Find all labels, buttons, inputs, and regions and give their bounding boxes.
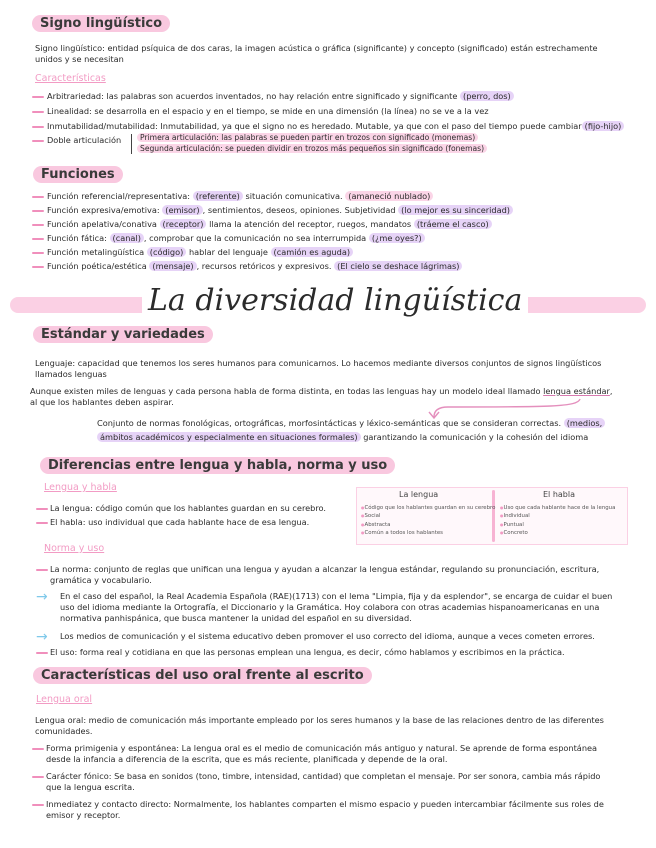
lengua-habla-table [356,487,628,545]
rae-line3: normativa panhispánica, que busca mantener la unidad del español en su diversidad. [60,613,412,623]
conjunto-normas-line1 [97,418,605,429]
bullet-dash [32,126,44,128]
table-cell: ● Abstracta [361,521,495,529]
funcion-apelativa-element: (receptor) [160,219,207,229]
char-linealidad: Linealidad: se desarrolla en el espacio y en el tiempo, se mide en una dimensión (la línea) no se ve a la vez [47,106,489,116]
bullet-dash [32,224,44,226]
funcion-expresiva [47,205,513,216]
bullet-dash [32,776,44,778]
funcion-metalinguistica [47,247,353,258]
funcion-expresiva-example: (lo mejor es su sinceridad) [398,205,513,215]
oral-heading: Características del uso oral frente al escrito [33,667,372,684]
bullet-dash [32,804,44,806]
funcion-fatica-desc: , comprobar que la comunicación no sea interrumpida [143,233,367,243]
bullet-dash [32,210,44,212]
forma-primigenia-line1: Forma primigenia y espontánea: La lengua oral es el medio de comunicación más antiguo y natural. Se aprende de forma espontánea [46,743,598,753]
diferencias-heading: Diferencias entre lengua y habla, norma y uso [40,457,395,474]
funcion-poetica-name: Función poética/estética [47,261,147,271]
lengua-estandar-line1: Aunque existen miles de lenguas y cada persona habla de forma distinta, en todas las lenguas hay un modelo ideal llamado lengua estándar, [30,386,613,396]
estandar-heading: Estándar y variedades [33,326,213,343]
bullet-dash [36,569,48,571]
funcion-fatica-element: (canal) [110,233,144,243]
articulacion-bracket [131,134,132,154]
funciones-heading: Funciones [33,166,123,183]
lenguaje-definition-line1: Lenguaje: capacidad que tenemos los seres humanos para comunicarnos. Lo hacemos mediante diversos conjuntos de signos lingüísticos [35,358,602,368]
lengua-estandar-text: Aunque existen miles de lenguas y cada persona habla de forma distinta, en todas las lenguas hay un modelo ideal llamado [30,386,541,396]
caracter-fonico-line2: que la lengua escrita. [46,782,135,792]
rae-line2: uso del idioma mediante la Ortografía, el Diccionario y la Gramática. Hoy colabora con otras academias hispanoamericanas en una [60,602,600,612]
funcion-referencial [47,191,433,202]
table-cell: ● Concreto [500,529,615,537]
segunda-articulacion [137,144,487,153]
funcion-poetica-example: (El cielo se deshace lágrimas) [334,261,462,271]
rae-line1: En el caso del español, la Real Academia Española (RAE)(1713) con el lema "Limpia, fija y da esplendor", se encarga de cuidar el buen [60,591,613,601]
signo-definition-line1: Signo lingüístico: entidad psíquica de dos caras, la imagen acústica o gráfica (significante) y concepto (significado) están estrechamente [35,43,598,53]
conjunto-normas-line2 [97,432,588,443]
table-cell: ● Código que los hablantes guardan en su cerebro [361,504,495,512]
char-mutabilidad [47,121,624,132]
table-cell: ● Común a todos los hablantes [361,529,495,537]
table-cell: ● Uso que cada hablante hace de la lengua [500,504,615,512]
char-arbitrariedad-example: (perro, dos) [460,91,514,101]
bullet-dash [32,748,44,750]
inmediatez-line2: emisor y receptor. [46,810,121,820]
lengua-definition: La lengua: código común que los hablantes guardan en su cerebro. [50,503,327,513]
signo-definition-line2: unidos y se necesitan [35,54,124,64]
bullet-dash [32,238,44,240]
funcion-apelativa-example: (tráeme el casco) [414,219,492,229]
uso-definition: El uso: forma real y cotidiana en que las personas emplean una lengua, es decir, cómo hablamos y escribimos en la práctica. [50,647,565,657]
funcion-referencial-example: (amaneció nublado) [345,191,433,201]
primera-articulacion [137,133,478,142]
funcion-expresiva-name: Función expresiva/emotiva: [47,205,160,215]
funcion-apelativa [47,219,492,230]
norma-uso-subheading: Norma y uso [44,543,105,554]
bullet-dash [32,266,44,268]
funcion-poetica-element: (mensaje) [149,261,196,271]
caracteristicas-subheading: Características [35,73,106,84]
funcion-referencial-name: Función referencial/representativa: [47,191,191,201]
bullet-dash [36,508,48,510]
funcion-expresiva-element: (emisor) [162,205,202,215]
funcion-referencial-element: (referente) [193,191,243,201]
segunda-articulacion-text: Segunda articulación: se pueden dividir en trozos más pequeños sin significado (fonemas) [137,144,487,153]
conjunto-normas-context: (medios, [564,418,606,428]
table-cell: ● Social [361,512,495,520]
conjunto-normas-purpose: garantizando la comunicación y la cohesión del idioma [363,432,589,442]
funcion-referencial-desc: situación comunicativa. [245,191,343,201]
funcion-fatica [47,233,425,244]
primera-articulacion-text: Primera articulación: las palabras se pueden partir en trozos con significado (monemas) [137,133,478,142]
table-cell: ● Individual [500,512,615,520]
char-arbitrariedad-text: Arbitrariedad: las palabras son acuerdos inventados, no hay relación entre significado y significante [47,91,458,101]
table-header-lengua: La lengua [399,490,439,499]
arrow-right-icon: → [36,589,48,605]
signo-heading: Signo lingüístico [32,15,170,32]
bullet-dash [32,196,44,198]
medios-comunicacion: Los medios de comunicación y el sistema educativo deben promover el uso correcto del idioma, aunque a veces cometen errores. [60,631,595,641]
inmediatez-line1: Inmediatez y contacto directo: Normalmente, los hablantes comparten el mismo espacio y pueden intercambiar fácilmente sus roles de [46,799,604,809]
funcion-fatica-example: (¿me oyes?) [369,233,425,243]
char-doble-articulacion-label: Doble articulación [47,135,122,145]
bullet-dash [36,652,48,654]
table-cell: ● Puntual [500,521,615,529]
funcion-apelativa-name: Función apelativa/conativa [47,219,157,229]
conjunto-normas-context-2: ámbitos académicos y especialmente en situaciones formales) [97,432,361,442]
bullet-dash [32,111,44,113]
funcion-poetica-desc: , recursos retóricos y expresivos. [196,261,332,271]
oral-definition-line2: comunidades. [35,726,93,736]
table-header-habla: El habla [543,490,575,499]
bullet-dash [32,140,44,142]
funcion-metalinguistica-example: (camión es aguda) [271,247,353,257]
lengua-estandar-line2: al que los hablantes deben aspirar. [30,397,174,407]
habla-definition: El habla: uso individual que cada hablante hace de esa lengua. [50,517,310,527]
bullet-dash [32,252,44,254]
norma-definition-line1: La norma: conjunto de reglas que unifican una lengua y ayudan a alcanzar la lengua estándar, regulando su pronunciación, escritura, [50,564,600,574]
funcion-expresiva-desc: , sentimientos, deseos, opiniones. Subjetividad [202,205,396,215]
funcion-metalinguistica-name: Función metalingüística [47,247,145,257]
oral-definition-line1: Lengua oral: medio de comunicación más importante empleado por los seres humanos y la base de las relaciones dentro de las diferentes [35,715,604,725]
char-arbitrariedad [47,91,514,102]
funcion-apelativa-desc: llama la atención del receptor, ruegos, mandatos [209,219,412,229]
lenguaje-definition-line2: llamados lenguas [35,369,107,379]
lengua-estandar-term: lengua estándar [543,386,610,396]
char-mutabilidad-example: (fijo-hijo) [582,121,625,131]
bullet-dash [32,96,44,98]
funcion-fatica-name: Función fática: [47,233,107,243]
funcion-metalinguistica-desc: hablar del lenguaje [188,247,268,257]
funcion-poetica [47,261,462,272]
conjunto-normas-text: Conjunto de normas fonológicas, ortográficas, morfosintácticas y léxico-semánticas que se consideran correctas. [97,418,562,428]
lengua-oral-subheading: Lengua oral [36,694,93,705]
main-title: La diversidad lingüística [142,283,528,318]
lengua-habla-subheading: Lengua y habla [44,482,117,493]
caracter-fonico-line1: Carácter fónico: Se basa en sonidos (tono, timbre, intensidad, cantidad) que completan el mensaje. Por ser sonora, cambia más rápido [46,771,601,781]
arrow-right-icon: → [36,629,48,645]
table-col-lengua [361,504,495,537]
bullet-dash [36,522,48,524]
char-mutabilidad-text: Inmutabilidad/mutabilidad: Inmutabilidad, ya que el signo no es heredado. Mutable, ya que con el paso del tiempo puede cambiar [47,121,582,131]
forma-primigenia-line2: desde la infancia a diferencia de la escrita, que es más reciente, planificada y depende de la oral. [46,754,448,764]
norma-definition-line2: gramática y vocabulario. [50,575,152,585]
table-col-habla [500,504,615,537]
funcion-metalinguistica-element: (código) [147,247,187,257]
